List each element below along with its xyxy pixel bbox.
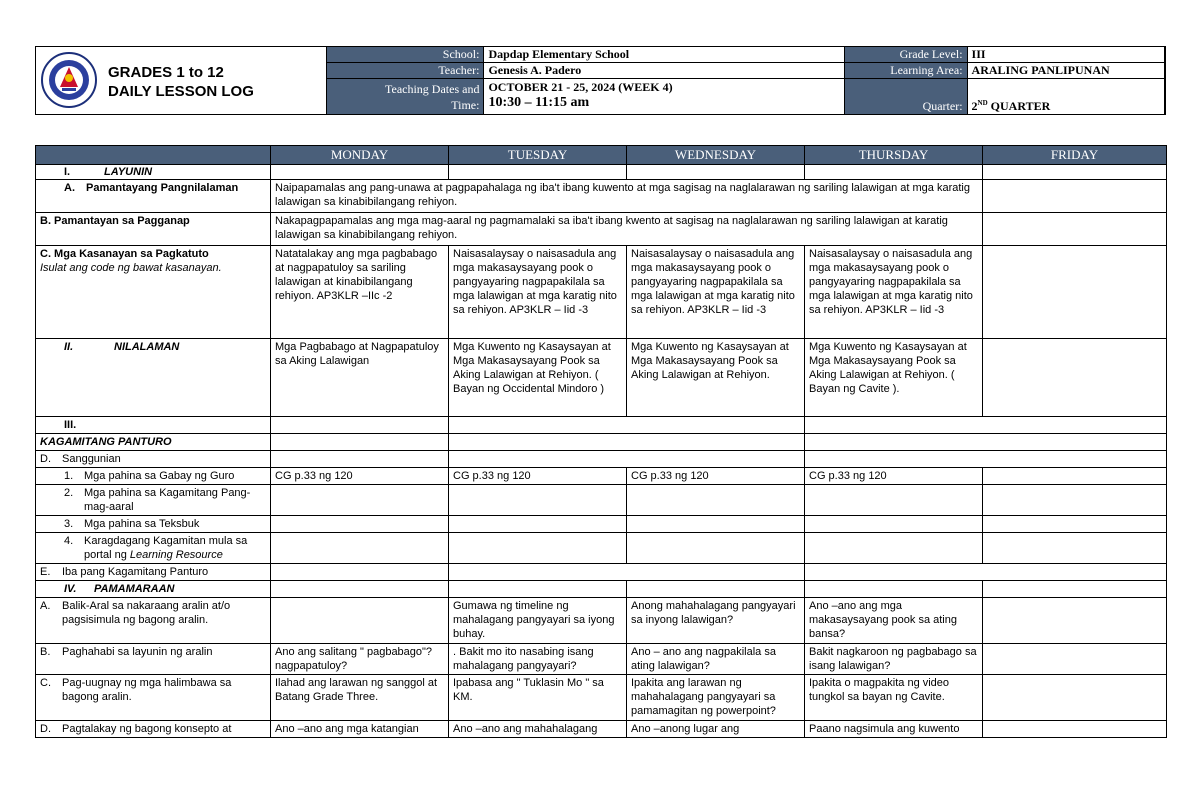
- kagamitang-panturo-heading: KAGAMITANG PANTURO: [36, 434, 271, 451]
- cell-empty: [449, 564, 805, 581]
- sanggunian-text: Sanggunian: [62, 453, 121, 465]
- quarter-suffix: ND: [977, 99, 988, 107]
- nilalaman-wednesday: Mga Kuwento ng Kasaysayan at Mga Makasaysayang Pook sa Aking Lalawigan at Rehiyon.: [627, 339, 805, 417]
- gabay-ng-guro-label: [36, 468, 271, 485]
- cell-empty: [805, 451, 1167, 468]
- d3-number: 3.: [64, 518, 74, 530]
- row-a-label: Pamantayang Pangnilalaman: [86, 182, 239, 194]
- cell-empty: [983, 246, 1167, 339]
- cell-empty: [983, 165, 1167, 180]
- learning-resource-label: [36, 533, 271, 564]
- cell-empty: [983, 180, 1167, 213]
- lesson-log-table: [35, 145, 1167, 738]
- day-header-friday: FRIDAY: [983, 146, 1167, 165]
- table-row: [36, 675, 1167, 721]
- school-value: Dapdap Elementary School: [484, 47, 844, 63]
- d2-number: 2.: [64, 487, 74, 499]
- title-line-2: DAILY LESSON LOG: [108, 83, 254, 100]
- cell-empty: [805, 516, 983, 533]
- dates-range: OCTOBER 21 - 25, 2024 (WEEK 4): [488, 80, 673, 94]
- pa-label: Balik-Aral sa nakaraang aralin at/o pagsisimula ng bagong aralin.: [62, 600, 231, 626]
- pamantayang-pangnilalaman-text: Naipapamalas ang pang-unawa at pagpapahalaga ng iba't ibang kuwento at mga sagisag na naglalarawan ng sariling lalawigan at mga karatig lalawigan sa kinabibilangang rehiyon.: [271, 180, 983, 213]
- gabay-tuesday: CG p.33 ng 120: [449, 468, 627, 485]
- pd-label: Pagtalakay ng bagong konsepto at: [62, 723, 232, 735]
- d1-label: Mga pahina sa Gabay ng Guro: [84, 470, 235, 482]
- balik-aral-thursday: Ano –ano ang mga makasaysayang pook sa ating bansa?: [805, 598, 983, 644]
- quarter-label: Quarter:: [844, 79, 967, 115]
- gabay-wednesday: CG p.33 ng 120: [627, 468, 805, 485]
- e-number: E.: [40, 566, 51, 578]
- cell-empty: [271, 417, 449, 434]
- table-row: [36, 451, 1167, 468]
- d2-label: Mga pahina sa Kagamitang Pang-mag-aaral: [84, 487, 251, 513]
- cell-empty: [449, 516, 627, 533]
- pagtalakay-tuesday: Ano –ano ang mahahalagang: [449, 721, 627, 738]
- corner-header: [36, 146, 271, 165]
- balik-aral-label: [36, 598, 271, 644]
- layunin-heading: [36, 165, 271, 180]
- kasanayan-label-cell: [36, 246, 271, 339]
- table-row: [36, 516, 1167, 533]
- d4-label: Karagdagang Kagamitan mula sa portal ng: [84, 535, 248, 561]
- pd-number: D.: [40, 723, 51, 735]
- cell-empty: [449, 451, 805, 468]
- paghahabi-label: [36, 644, 271, 675]
- balik-aral-tuesday: Gumawa ng timeline ng mahalagang pangyayari sa iyong buhay.: [449, 598, 627, 644]
- cell-empty: [627, 533, 805, 564]
- kagamitang-pang-mag-aaral-label: [36, 485, 271, 516]
- table-row: [36, 598, 1167, 644]
- paghahabi-wednesday: Ano – ano ang nagpakilala sa ating lalawigan?: [627, 644, 805, 675]
- paghahabi-tuesday: . Bakit mo ito nasabing isang mahalagang pangyayari?: [449, 644, 627, 675]
- day-header-tuesday: TUESDAY: [449, 146, 627, 165]
- learning-area-label: Learning Area:: [844, 63, 967, 79]
- gabay-thursday: CG p.33 ng 120: [805, 468, 983, 485]
- pamamaraan-number: IV.: [64, 583, 77, 595]
- kasanayan-label: C. Mga Kasanayan sa Pagkatuto: [40, 248, 209, 260]
- cell-empty: [271, 516, 449, 533]
- cell-empty: [983, 339, 1167, 417]
- d4-label-italic: Learning Resource: [129, 549, 223, 561]
- balik-aral-wednesday: Anong mahahalagang pangyayari sa inyong lalawigan?: [627, 598, 805, 644]
- cell-empty: [627, 581, 805, 598]
- teksbuk-label: [36, 516, 271, 533]
- pag-uugnay-thursday: Ipakita o magpakita ng video tungkol sa bayan ng Cavite.: [805, 675, 983, 721]
- iba-pang-kagamitan-label: [36, 564, 271, 581]
- pag-uugnay-monday: Ilahad ang larawan ng sanggol at Batang Grade Three.: [271, 675, 449, 721]
- cell-empty: [627, 165, 805, 180]
- cell-empty: [983, 516, 1167, 533]
- cell-empty: [805, 434, 1167, 451]
- time-range: 10:30 – 11:15 am: [488, 95, 590, 110]
- cell-empty: [271, 533, 449, 564]
- d3-label: Mga pahina sa Teksbuk: [84, 518, 200, 530]
- table-row: [36, 468, 1167, 485]
- table-row: [36, 339, 1167, 417]
- nilalaman-thursday: Mga Kuwento ng Kasaysayan at Mga Makasaysayang Pook sa Aking Lalawigan at Rehiyon. ( Bayan ng Cavite ).: [805, 339, 983, 417]
- cell-empty: [805, 533, 983, 564]
- table-row: [36, 417, 1167, 434]
- cell-empty: [627, 485, 805, 516]
- table-row: [36, 721, 1167, 738]
- day-header-wednesday: WEDNESDAY: [627, 146, 805, 165]
- dates-value: [484, 79, 844, 115]
- table-row: [36, 564, 1167, 581]
- grade-level-value: III: [967, 47, 1164, 63]
- cell-empty: [627, 516, 805, 533]
- cell-empty: [449, 417, 805, 434]
- nilalaman-number: II.: [64, 341, 74, 353]
- cell-empty: [805, 581, 983, 598]
- dates-label-line-1: Teaching Dates and: [385, 81, 480, 96]
- learning-area-value: ARALING PANLIPUNAN: [967, 63, 1164, 79]
- d1-number: 1.: [64, 470, 74, 482]
- grade-level-label: Grade Level:: [844, 47, 967, 63]
- table-row: [36, 165, 1167, 180]
- row-a-number: A.: [64, 182, 75, 194]
- table-row: [36, 180, 1167, 213]
- pagtalakay-thursday: Paano nagsimula ang kuwento: [805, 721, 983, 738]
- cell-empty: [805, 417, 1167, 434]
- dates-label: [327, 79, 484, 115]
- layunin-number: I.: [64, 166, 71, 178]
- table-row: [36, 246, 1167, 339]
- table-row: [36, 213, 1167, 246]
- d4-number: 4.: [64, 535, 74, 547]
- pag-uugnay-tuesday: Ipabasa ang " Tuklasin Mo " sa KM.: [449, 675, 627, 721]
- pb-label: Paghahabi sa layunin ng aralin: [62, 646, 213, 658]
- cell-empty: [271, 564, 449, 581]
- header-box: [35, 46, 1166, 115]
- cell-empty: [271, 485, 449, 516]
- e-label: Iba pang Kagamitang Panturo: [62, 566, 209, 578]
- cell-empty: [449, 485, 627, 516]
- gabay-monday: CG p.33 ng 120: [271, 468, 449, 485]
- table-row: [36, 434, 1167, 451]
- cell-empty: [449, 581, 627, 598]
- kasanayan-tuesday: Naisasalaysay o naisasadula ang mga makasaysayang pook o pangyayaring nagpapakilala sa mga lalawigan at mga karatig nito sa rehiyon. AP3KLR – Iid -3: [449, 246, 627, 339]
- kasanayan-thursday: Naisasalaysay o naisasadula ang mga makasaysayang pook o pangyayaring nagpapakilala sa mga lalawigan at mga karatig nito sa rehiyon. AP3KLR – Iid -3: [805, 246, 983, 339]
- table-row: [36, 533, 1167, 564]
- info-table: [326, 46, 1165, 115]
- pamantayang-pangnilalaman-label: [36, 180, 271, 213]
- title-line-1: GRADES 1 to 12: [108, 64, 224, 81]
- nilalaman-label: NILALAMAN: [114, 341, 180, 353]
- quarter-number: 2: [971, 99, 978, 113]
- pamamaraan-heading: [36, 581, 271, 598]
- cell-empty: [271, 581, 449, 598]
- paghahabi-monday: Ano ang salitang " pagbabago"?nagpapatuloy?: [271, 644, 449, 675]
- cell-empty: [983, 644, 1167, 675]
- paghahabi-thursday: Bakit nagkaroon ng pagbabago sa isang lalawigan?: [805, 644, 983, 675]
- pagtalakay-wednesday: Ano –anong lugar ang: [627, 721, 805, 738]
- sanggunian-label: [36, 451, 271, 468]
- nilalaman-heading: [36, 339, 271, 417]
- cell-empty: [983, 485, 1167, 516]
- quarter-value: [967, 79, 1164, 115]
- section-iii-number: III.: [36, 417, 271, 434]
- cell-empty: [983, 213, 1167, 246]
- layunin-label: LAYUNIN: [104, 166, 153, 178]
- cell-empty: [805, 564, 1167, 581]
- pag-uugnay-label: [36, 675, 271, 721]
- pamamaraan-label: PAMAMARAAN: [94, 583, 175, 595]
- cell-empty: [805, 485, 983, 516]
- nilalaman-tuesday: Mga Kuwento ng Kasaysayan at Mga Makasaysayang Pook sa Aking Lalawigan at Rehiyon. ( Bayan ng Occidental Mindoro ): [449, 339, 627, 417]
- pa-number: A.: [40, 600, 51, 612]
- cell-empty: [805, 165, 983, 180]
- cell-empty: [271, 598, 449, 644]
- pc-number: C.: [40, 677, 51, 689]
- table-row: [36, 644, 1167, 675]
- cell-empty: [449, 165, 627, 180]
- cell-empty: [983, 675, 1167, 721]
- cell-empty: [983, 581, 1167, 598]
- kasanayan-wednesday: Naisasalaysay o naisasadula ang mga makasaysayang pook o pangyayaring nagpapakilala sa mga lalawigan at mga karatig nito sa rehiyon. AP3KLR – Iid -3: [627, 246, 805, 339]
- cell-empty: [271, 165, 449, 180]
- cell-empty: [449, 434, 805, 451]
- table-row: [36, 485, 1167, 516]
- day-header-monday: MONDAY: [271, 146, 449, 165]
- pag-uugnay-wednesday: Ipakita ang larawan ng mahahalagang pangyayari sa pamamagitan ng powerpoint?: [627, 675, 805, 721]
- cell-empty: [983, 468, 1167, 485]
- day-header-thursday: THURSDAY: [805, 146, 983, 165]
- pamantayan-sa-pagganap-text: Nakapagpapamalas ang mga mag-aaral ng pagmamalaki sa iba't ibang kwento at sagisag na naglalarawan ng sariling lalawigan at karatig lalawigan sa kinabibilangang rehiyon.: [271, 213, 983, 246]
- quarter-word: QUARTER: [987, 99, 1051, 113]
- cell-empty: [983, 533, 1167, 564]
- cell-empty: [983, 721, 1167, 738]
- nilalaman-monday: Mga Pagbabago at Nagpapatuloy sa Aking Lalawigan: [271, 339, 449, 417]
- pamantayan-sa-pagganap-label: B. Pamantayan sa Pagganap: [36, 213, 271, 246]
- teacher-label: Teacher:: [327, 63, 484, 79]
- school-label: School:: [327, 47, 484, 63]
- cell-empty: [983, 598, 1167, 644]
- pc-label: Pag-uugnay ng mga halimbawa sa bagong aralin.: [62, 677, 232, 703]
- dates-label-line-2: Time:: [451, 97, 480, 112]
- kasanayan-sublabel: Isulat ang code ng bawat kasanayan.: [40, 262, 222, 274]
- cell-empty: [271, 451, 449, 468]
- teacher-value: Genesis A. Padero: [484, 63, 844, 79]
- sanggunian-number: D.: [40, 453, 51, 465]
- pagtalakay-label: [36, 721, 271, 738]
- pb-number: B.: [40, 646, 51, 658]
- cell-empty: [449, 533, 627, 564]
- pagtalakay-monday: Ano –ano ang mga katangian: [271, 721, 449, 738]
- kasanayan-monday: Natatalakay ang mga pagbabago at nagpapatuloy sa sariling lalawigan at kinabibilangang rehiyon. AP3KLR –IIc -2: [271, 246, 449, 339]
- document-title: [108, 63, 254, 101]
- table-row: [36, 581, 1167, 598]
- deped-seal-icon: [40, 51, 98, 109]
- cell-empty: [271, 434, 449, 451]
